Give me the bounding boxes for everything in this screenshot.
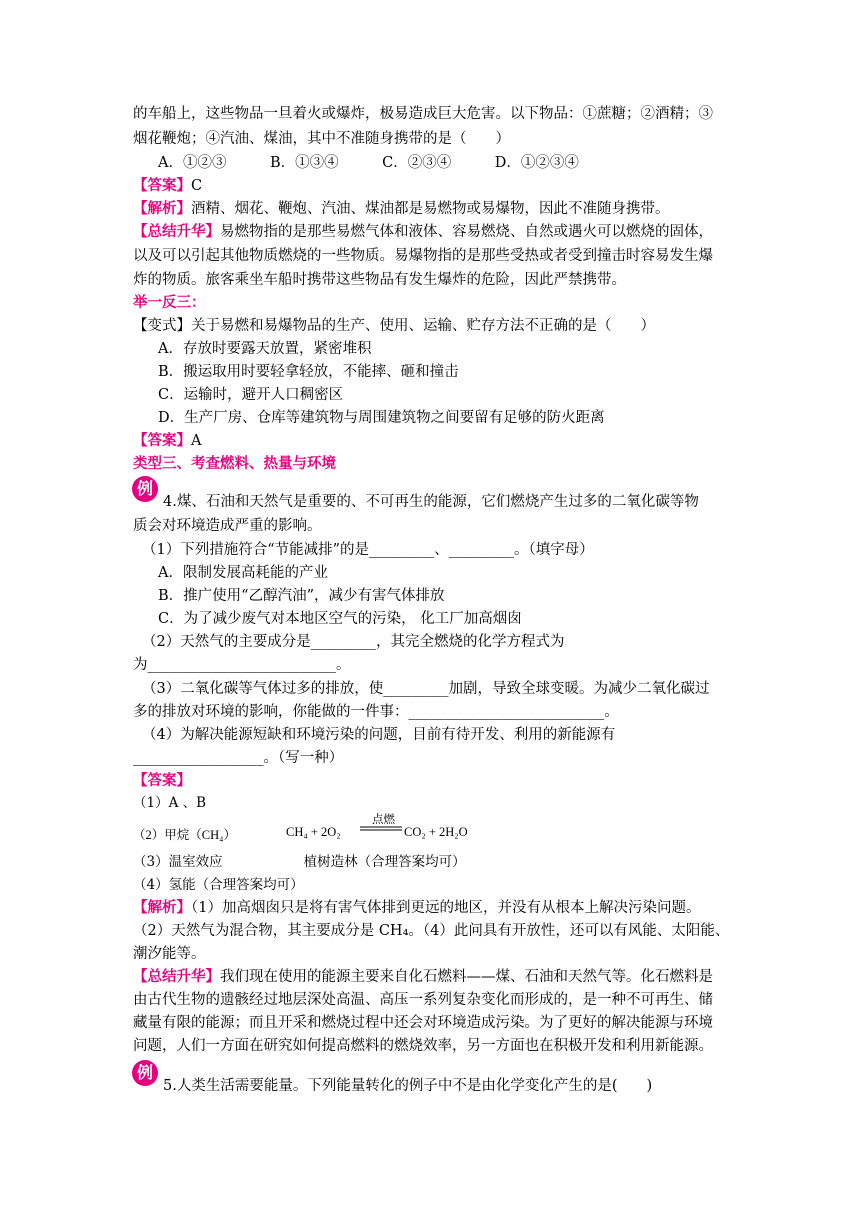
option-line: A．存放时要露天放置，紧密堆积 — [158, 341, 372, 357]
summary-line: 【总结升华】易燃物指的是那些易燃气体和液体、容易燃烧、自然或遇火可以燃烧的固体， — [133, 223, 713, 240]
option-line: C．为了减少废气对本地区空气的污染， 化工厂加高烟囱 — [158, 611, 522, 627]
equation-arrow-icon — [360, 826, 402, 832]
text-line: 潮汐能等。 — [133, 946, 206, 962]
option-line: B．推广使用“乙醇汽油”，减少有害气体排放 — [158, 588, 445, 604]
equation-prefix: （2）甲烷（CH₄） — [133, 828, 236, 842]
equation-reactants: CH₄ + 2O₂ — [286, 825, 341, 839]
text-line: 由古代生物的遗骸经过地层深处高温、高压一系列复杂变化而形成的，是一种不可再生、储 — [133, 992, 713, 1008]
answer-item: （1）A 、B — [133, 795, 207, 811]
summary-tag: 【总结升华】 — [133, 968, 220, 985]
answer-tag: 【答案】 — [133, 432, 191, 449]
answer-line — [133, 771, 191, 791]
option-line: A．①②③ B．①③④ C．②③④ D．①②③④ — [158, 155, 579, 171]
analysis-tag: 【解析】 — [133, 200, 191, 217]
sub-question-line: （4）为解决能源短缺和环境污染的问题，目前有待开发、利用的新能源有 — [142, 727, 616, 743]
answer-line: 【答案】C — [133, 177, 203, 194]
question-line: 4.煤、石油和天然气是重要的、不可再生的能源，它们燃烧产生过多的二氧化碳等物 — [163, 494, 699, 510]
summary-line: 【总结升华】我们现在使用的能源主要来自化石燃料——煤、石油和天然气等。化石燃料是 — [133, 968, 713, 985]
example-badge-icon: 例 — [132, 476, 158, 502]
answer-tag: 【答案】 — [133, 772, 191, 789]
question-line: 5.人类生活需要能量。下列能量转化的例子中不是由化学变化产生的是( ) — [163, 1078, 653, 1094]
sub-question-line: （2）天然气的主要成分是_________，其完全燃烧的化学方程式为 — [142, 634, 565, 650]
text-line: 为__________________________。 — [133, 657, 351, 673]
text-line: 炸的物质。旅客乘坐车船时携带这些物品有发生爆炸的危险，因此严禁携带。 — [133, 272, 626, 288]
text-line: 多的排放对环境的影响，你能做的一件事：___________________________。 — [133, 704, 619, 720]
analysis-tag: 【解析】 — [133, 899, 191, 916]
text-line: 的车船上，这些物品一旦着火或爆炸，极易造成巨大危害。以下物品：①蔗糖；②酒精；③ — [133, 106, 713, 122]
sub-question-line: （1）下列措施符合“节能减排”的是_________、_________。（填字母） — [142, 542, 594, 558]
option-line: C．运输时，避开人口稠密区 — [158, 387, 344, 403]
example-badge-icon: 例 — [132, 1060, 158, 1086]
text-line: （2）天然气为混合物，其主要成分是 CH₄。（4）此问具有开放性，还可以有风能、太阳能、 — [133, 923, 730, 939]
section-heading: 类型三、考查燃料、热量与环境 — [133, 455, 336, 472]
text-line: 藏量有限的能源；而且开采和燃烧过程中还会对环境造成污染。为了更好的解决能源与环境 — [133, 1015, 713, 1031]
text-line: 烟花鞭炮；④汽油、煤油，其中不准随身携带的是（ ） — [133, 131, 510, 147]
answer-item: （3）温室效应 植树造林（合理答案均可） — [133, 854, 466, 870]
option-line: A．限制发展高耗能的产业 — [158, 565, 328, 581]
answer-tag: 【答案】 — [133, 177, 191, 194]
analysis-line: 【解析】（1）加高烟囱只是将有害气体排到更远的地区，并没有从根本上解决污染问题。 — [133, 899, 701, 916]
option-line: B．搬运取用时要轻拿轻放，不能摔、砸和撞击 — [158, 364, 459, 380]
text-line: 质会对环境造成严重的影响。 — [133, 518, 322, 534]
option-line: D．生产厂房、仓库等建筑物与周围建筑物之间要留有足够的防火距离 — [158, 410, 605, 426]
text-line: 以及可以引起其他物质燃烧的一些物质。易爆物指的是那些受热或者受到撞击时容易发生爆 — [133, 248, 713, 264]
answer-line: 【答案】A — [133, 432, 202, 449]
text-line: 问题，人们一方面在研究如何提高燃料的燃烧效率，另一方面也在积极开发和利用新能源。 — [133, 1038, 713, 1054]
section-heading: 举一反三： — [133, 294, 206, 311]
equation-condition: 点燃 — [372, 814, 395, 826]
analysis-line: 【解析】酒精、烟花、鞭炮、汽油、煤油都是易燃物或易爆物，因此不准随身携带。 — [133, 200, 670, 217]
equation-products: CO₂ + 2H₂O — [404, 825, 468, 839]
sub-question-line: （3）二氧化碳等气体过多的排放，使_________加剧，导致全球变暖。为减少二氧化碳过 — [142, 681, 710, 697]
summary-tag: 【总结升华】 — [133, 223, 220, 240]
text-line: __________________。（写一种） — [133, 750, 344, 766]
variant-line: 【变式】关于易燃和易爆物品的生产、使用、运输、贮存方法不正确的是（ ） — [133, 318, 655, 334]
answer-item: （4）氢能（合理答案均可） — [133, 877, 304, 893]
